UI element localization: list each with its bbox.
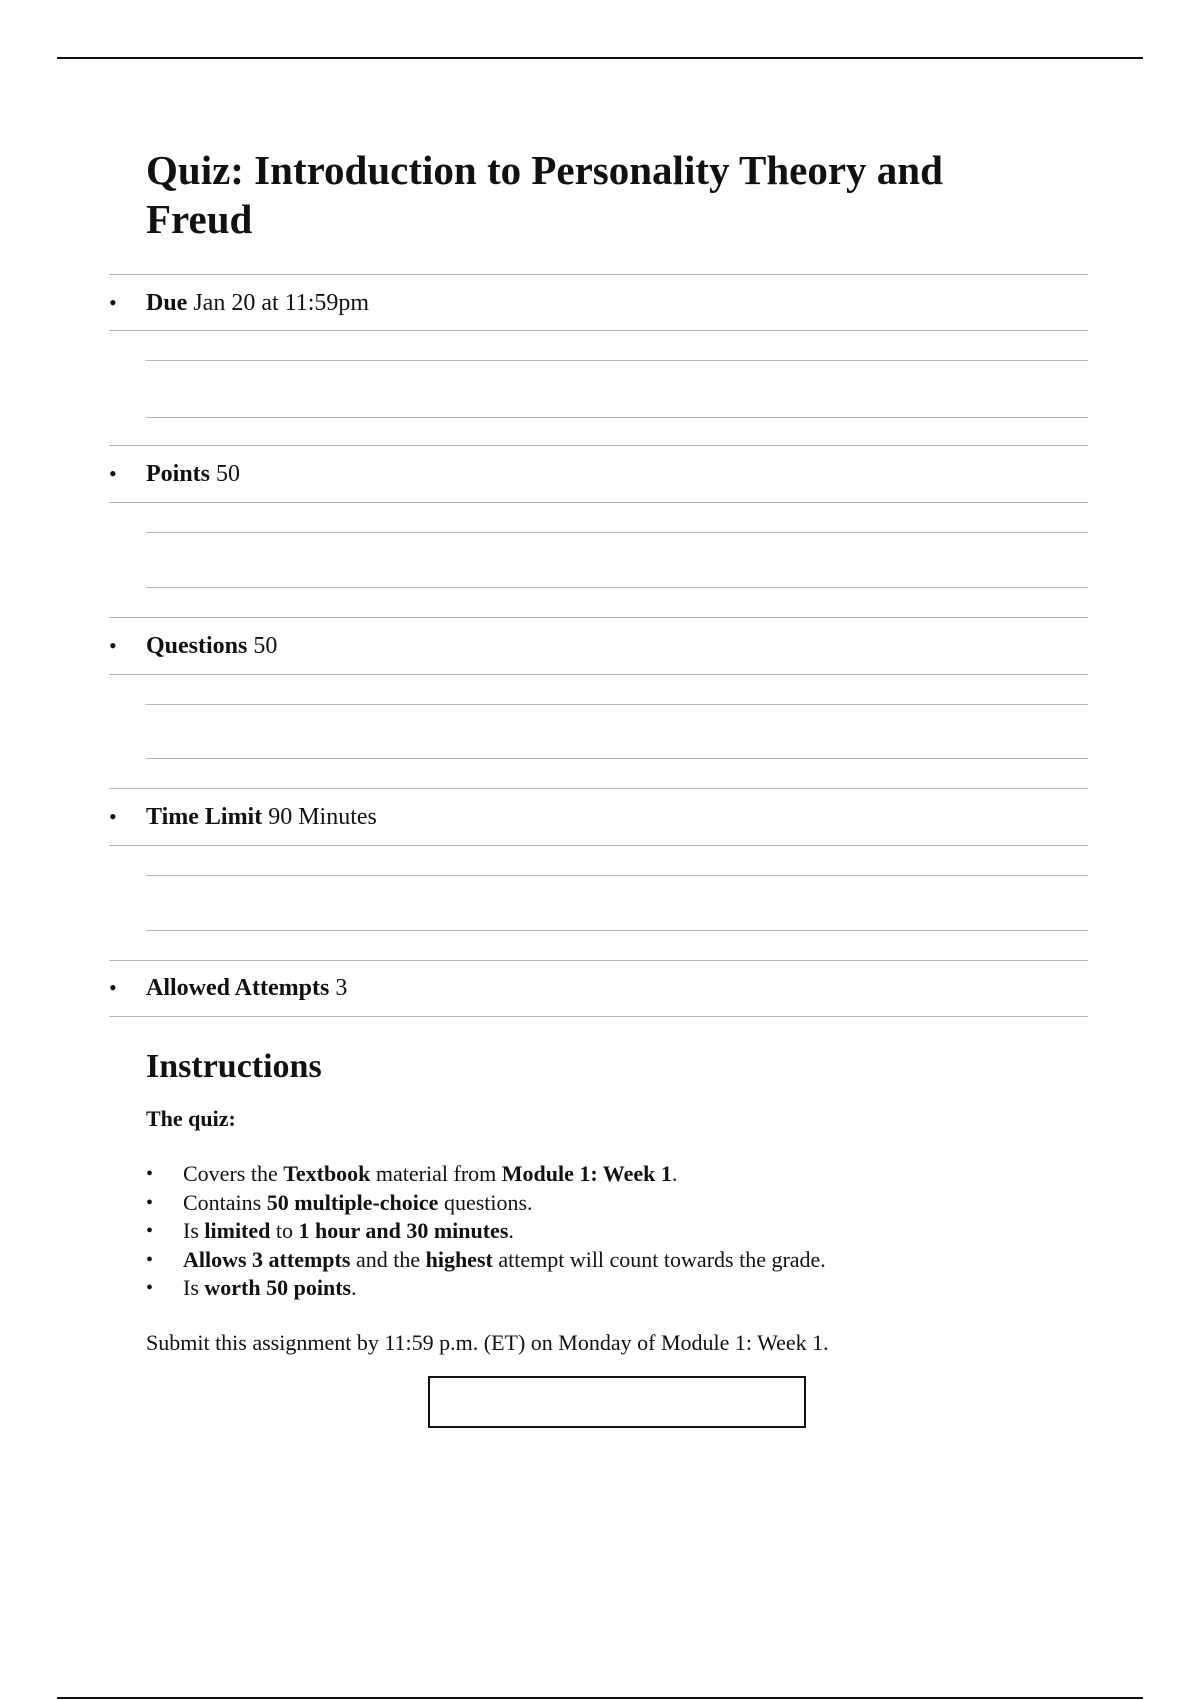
item-text: Is xyxy=(183,1275,205,1300)
detail-text xyxy=(146,618,277,674)
instructions-list xyxy=(146,1160,1106,1303)
item-text: Covers the xyxy=(183,1161,284,1186)
divider xyxy=(146,417,1088,418)
item-text: . xyxy=(508,1218,514,1243)
bottom-rule xyxy=(57,1697,1143,1699)
instructions-intro: The quiz: xyxy=(146,1106,236,1131)
bullet: • xyxy=(109,975,117,1000)
divider xyxy=(109,845,1088,846)
item-text: attempt will count towards the grade. xyxy=(492,1246,826,1272)
item-emphasis: 50 multiple-choice xyxy=(266,1189,439,1215)
bullet: • xyxy=(146,1220,154,1242)
bullet: • xyxy=(109,290,117,315)
detail-text xyxy=(146,275,369,331)
divider xyxy=(109,1016,1088,1017)
bullet: • xyxy=(146,1277,154,1299)
divider xyxy=(109,502,1088,503)
item-text: and the xyxy=(350,1246,426,1272)
bullet: • xyxy=(146,1163,154,1185)
detail-value: 50 xyxy=(216,461,241,487)
detail-value: 3 xyxy=(335,975,348,1001)
instructions-heading: Instructions xyxy=(146,1048,322,1085)
detail-allowed-attempts xyxy=(109,960,1088,1016)
divider xyxy=(146,704,1088,705)
detail-label: Time Limit xyxy=(146,804,263,830)
item-text: Is xyxy=(183,1218,205,1243)
divider xyxy=(146,758,1088,759)
detail-value: 50 xyxy=(253,633,278,659)
divider xyxy=(146,532,1088,533)
detail-label: Points xyxy=(146,461,211,487)
divider xyxy=(109,674,1088,675)
empty-box xyxy=(428,1376,806,1428)
item-text: . xyxy=(671,1161,678,1186)
item-emphasis: worth 50 points xyxy=(204,1275,352,1300)
item-text: to xyxy=(270,1218,299,1243)
detail-text xyxy=(146,960,347,1016)
bullet: • xyxy=(146,1248,154,1271)
detail-value: Jan 20 at 11:59pm xyxy=(193,290,370,316)
page-title: Quiz: Introduction to Personality Theory and Freud xyxy=(146,147,943,242)
item-text: material from xyxy=(370,1161,502,1186)
bullet: • xyxy=(109,804,117,829)
divider xyxy=(146,360,1088,361)
item-emphasis: Module 1: Week 1 xyxy=(501,1161,672,1186)
item-text: Contains xyxy=(183,1189,267,1215)
list-item xyxy=(146,1246,1106,1275)
divider xyxy=(146,587,1088,588)
detail-text xyxy=(146,446,240,502)
item-text: questions. xyxy=(438,1189,533,1215)
detail-time-limit xyxy=(109,789,1088,845)
divider xyxy=(146,930,1088,931)
detail-label: Due xyxy=(146,290,188,316)
bullet: • xyxy=(109,461,117,486)
item-emphasis: Textbook xyxy=(283,1161,371,1186)
item-text: . xyxy=(351,1275,357,1300)
item-emphasis: limited xyxy=(204,1218,271,1243)
detail-label: Questions xyxy=(146,633,248,659)
item-emphasis: Allows 3 attempts xyxy=(183,1246,351,1272)
submit-note: Submit this assignment by 11:59 p.m. (ET) on Monday of Module 1: Week 1. xyxy=(146,1330,829,1355)
item-emphasis: highest xyxy=(425,1246,493,1272)
list-item xyxy=(146,1217,1106,1246)
divider xyxy=(146,875,1088,876)
bullet: • xyxy=(146,1191,154,1214)
detail-value: 90 Minutes xyxy=(268,804,377,830)
item-emphasis: 1 hour and 30 minutes xyxy=(298,1218,509,1243)
detail-due xyxy=(109,275,1088,331)
detail-label: Allowed Attempts xyxy=(146,975,330,1001)
list-item xyxy=(146,1189,1106,1218)
list-item xyxy=(146,1160,1106,1189)
bullet: • xyxy=(109,633,117,658)
list-item xyxy=(146,1274,1106,1303)
detail-points xyxy=(109,446,1088,502)
detail-questions xyxy=(109,618,1088,674)
detail-text xyxy=(146,789,377,845)
top-rule xyxy=(57,57,1143,59)
